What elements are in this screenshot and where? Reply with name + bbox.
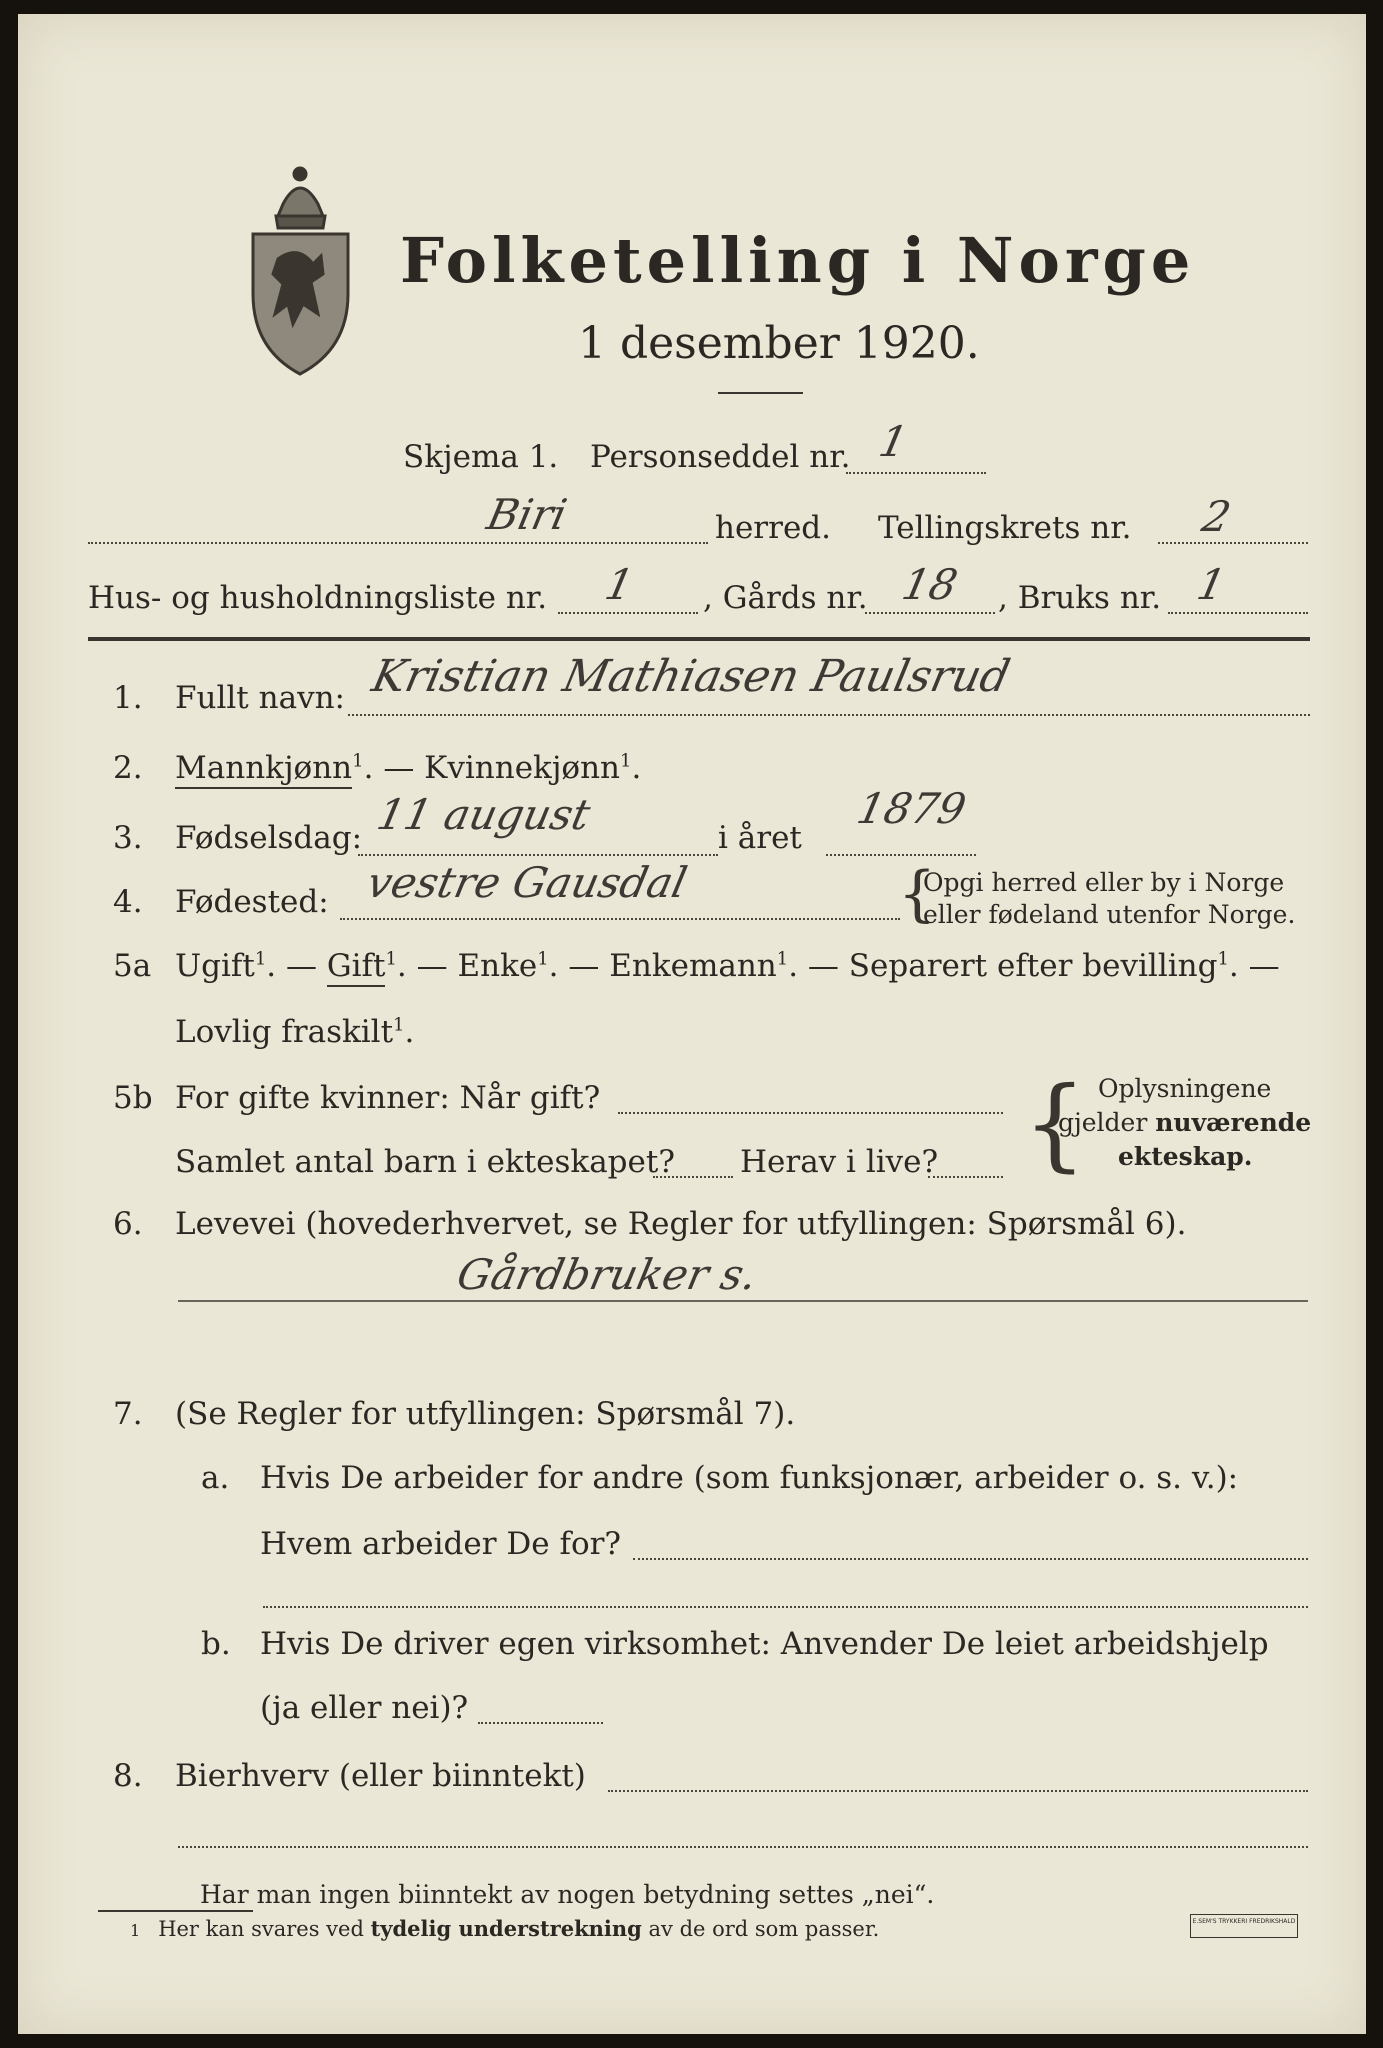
option-mannkjonn: Mannkjønn [175, 750, 352, 789]
q5b-note-line1: Oplysningene [1098, 1074, 1272, 1103]
q6-occupation-value: Gårdbruker s. [452, 1250, 762, 1299]
census-date: 1 desember 1920. [578, 318, 980, 369]
q3-day-field-line [358, 854, 718, 856]
q5b-living-field-line [928, 1176, 1003, 1178]
norwegian-coat-of-arms-icon [243, 164, 358, 379]
gards-field-line [865, 612, 995, 614]
tellingskrets-label: Tellingskrets nr. [878, 510, 1132, 546]
option-gift: Gift [327, 948, 386, 987]
option-kvinnekjonn: Kvinnekjønn [424, 750, 621, 786]
q2-gender-options: Mannkjønn$^1$. — Kvinnekjønn$^1$. [175, 750, 641, 786]
bruks-label: , Bruks nr. [998, 580, 1162, 616]
printer-stamp: E.SEM'S TRYKKERI FREDRIKSHALD [1190, 1914, 1298, 1938]
q5b-note-line3: ekteskap. [1118, 1142, 1253, 1171]
q5b-when-married-field-line [618, 1112, 1003, 1114]
q5b-children-field-line [653, 1176, 733, 1178]
q7b-field-line [478, 1722, 603, 1724]
census-form-sheet [18, 14, 1366, 2034]
herred-label: herred. [715, 510, 831, 546]
header-section-rule [88, 637, 1310, 641]
option-ugift: Ugift [175, 948, 255, 984]
q3-year-label: i året [718, 820, 802, 856]
q7b-text: Hvis De driver egen virksomhet: Anvender De leiet arbeidshjelp [260, 1626, 1269, 1662]
tellingskrets-value: 2 [1197, 492, 1236, 541]
q3-label: Fødselsdag: [175, 820, 363, 856]
bruks-field-line [1168, 612, 1308, 614]
q4-number: 4. [113, 884, 143, 920]
q3-number: 3. [113, 820, 143, 856]
q4-brace: { [898, 859, 937, 929]
option-enkemann: Enkemann [609, 948, 777, 984]
q7-number: 7. [113, 1396, 143, 1432]
option-lovlig-fraskilt: Lovlig fraskilt [175, 1014, 394, 1050]
q6-label: Levevei (hovederhvervet, se Regler for utfyllingen: Spørsmål 6). [175, 1206, 1187, 1242]
personseddel-label: Personseddel nr. [590, 439, 851, 475]
herred-field-line [88, 542, 708, 544]
q5a-number: 5a [113, 948, 152, 984]
q3-birthday-value: 11 august [372, 790, 595, 839]
q5b-living-label: Herav i live? [740, 1144, 939, 1180]
q5b-children-label: Samlet antal barn i ekteskapet? [175, 1144, 675, 1180]
q2-number: 2. [113, 750, 143, 786]
q8-field-line-2 [178, 1846, 1308, 1848]
q7a-text: Hvis De arbeider for andre (som funksjonær, arbeider o. s. v.): [260, 1460, 1239, 1496]
q5b-when-married-label: For gifte kvinner: Når gift? [175, 1080, 601, 1116]
footnote-mark: 1 [130, 1921, 141, 1940]
q1-full-name-value: Kristian Mathiasen Paulsrud [367, 651, 1015, 702]
q4-note-line2: eller fødeland utenfor Norge. [923, 900, 1296, 929]
personseddel-field-line [846, 472, 986, 474]
footnote-rule [98, 1910, 253, 1912]
gards-label: , Gårds nr. [703, 580, 868, 616]
footnote: 1 Her kan svares ved tydelig understrekning av de ord som passer. [130, 1916, 880, 1941]
title-divider [718, 392, 803, 394]
herred-value: Biri [482, 490, 572, 539]
q7a-letter: a. [201, 1460, 230, 1496]
q8-label: Bierhverv (eller biinntekt) [175, 1758, 586, 1794]
personseddel-value: 1 [874, 417, 913, 466]
q6-field-line [178, 1300, 1308, 1302]
q3-year-value: 1879 [852, 784, 971, 833]
husholdningsliste-value: 1 [600, 560, 639, 609]
q4-label: Fødested: [175, 884, 329, 920]
q5b-brace: { [1023, 1065, 1087, 1182]
q8-number: 8. [113, 1758, 143, 1794]
q4-note-line1: Opgi herred eller by i Norge [923, 868, 1285, 897]
option-enke: Enke [457, 948, 538, 984]
q8-field-line [608, 1790, 1308, 1792]
q4-field-line [340, 918, 900, 920]
husholdningsliste-field-line [558, 612, 698, 614]
q7a-field-line-2 [263, 1606, 1308, 1608]
q5b-number: 5b [113, 1080, 153, 1116]
q4-birthplace-value: vestre Gausdal [362, 858, 692, 907]
q7b-letter: b. [201, 1626, 231, 1662]
q5a-marital-options: Ugift$^1$. — Gift$^1$. — Enke$^1$. — Enkemann$^1$. — Separert efter bevilling$^1$. — [175, 948, 1280, 984]
q7b-question: (ja eller nei)? [260, 1690, 469, 1726]
bruks-value: 1 [1192, 560, 1231, 609]
q7-label: (Se Regler for utfyllingen: Spørsmål 7). [175, 1396, 796, 1432]
q1-number: 1. [113, 680, 143, 716]
q7a-field-line [633, 1558, 1308, 1560]
q5b-note-line2: gjelder nuværende [1058, 1108, 1312, 1137]
form-title: Folketelling i Norge [400, 224, 1196, 297]
gards-value: 18 [897, 560, 962, 609]
biinntekt-note: Har man ingen biinntekt av nogen betydning settes „nei“. [200, 1880, 935, 1909]
q6-number: 6. [113, 1206, 143, 1242]
husholdningsliste-label: Hus- og husholdningsliste nr. [88, 580, 548, 616]
skjema-label: Skjema 1. [403, 439, 559, 475]
tellingskrets-field-line [1158, 542, 1308, 544]
q3-year-field-line [826, 854, 976, 856]
q5a-fraskilt-option: Lovlig fraskilt$^1$. [175, 1014, 415, 1050]
q7a-question: Hvem arbeider De for? [260, 1526, 622, 1562]
q1-label: Fullt navn: [175, 680, 345, 716]
q1-field-line [348, 714, 1310, 716]
option-separert: Separert efter bevilling [848, 948, 1218, 984]
